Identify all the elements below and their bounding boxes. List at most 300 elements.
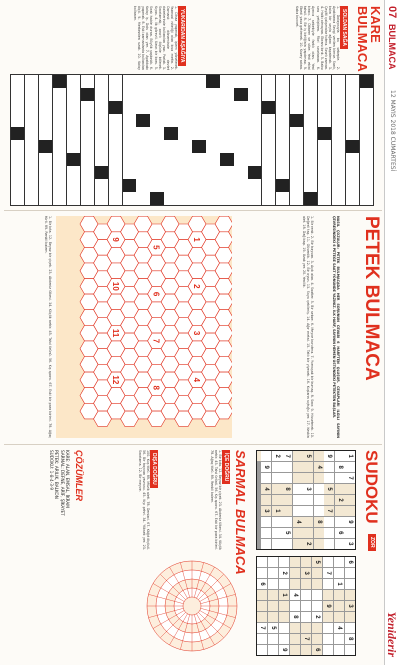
crossword-cell[interactable] [123, 166, 136, 179]
sudoku-cell[interactable] [345, 612, 355, 622]
crossword-cell[interactable] [123, 75, 136, 88]
crossword-cell[interactable] [192, 192, 205, 205]
crossword-cell[interactable] [276, 114, 289, 127]
sudoku-cell[interactable] [335, 506, 345, 516]
kare-crossword-grid[interactable] [10, 74, 374, 206]
sudoku-cell[interactable] [293, 473, 303, 483]
crossword-cell[interactable] [136, 153, 149, 166]
crossword-cell[interactable] [11, 153, 24, 166]
crossword-cell[interactable] [192, 127, 205, 140]
sudoku-cell[interactable]: 5 [303, 451, 313, 461]
sudoku-cell[interactable]: 6 [345, 557, 355, 567]
sudoku-cell[interactable]: 3 [303, 484, 313, 494]
crossword-cell[interactable] [332, 88, 345, 101]
sudoku-cell[interactable] [323, 612, 333, 622]
sudoku-cell[interactable]: 9 [345, 517, 355, 527]
crossword-cell[interactable] [248, 140, 261, 153]
crossword-cell[interactable] [192, 114, 205, 127]
crossword-cell[interactable] [136, 114, 149, 127]
crossword-cell[interactable] [53, 179, 66, 192]
crossword-cell[interactable] [178, 140, 191, 153]
crossword-cell[interactable] [67, 75, 80, 88]
sudoku-cell[interactable] [290, 634, 300, 644]
crossword-cell[interactable] [178, 75, 191, 88]
crossword-cell[interactable] [39, 75, 52, 88]
crossword-cell[interactable] [346, 140, 359, 153]
crossword-cell[interactable] [11, 101, 24, 114]
crossword-cell[interactable] [123, 88, 136, 101]
sarmal-spiral-wheel[interactable] [142, 556, 242, 656]
crossword-cell[interactable] [318, 140, 331, 153]
sudoku-cell[interactable] [324, 473, 334, 483]
crossword-cell[interactable] [206, 166, 219, 179]
sudoku-cell[interactable]: 5 [324, 484, 334, 494]
crossword-cell[interactable] [276, 127, 289, 140]
crossword-cell[interactable] [39, 114, 52, 127]
crossword-cell[interactable] [346, 192, 359, 205]
sudoku-cell[interactable]: 2 [312, 612, 322, 622]
sudoku-cell[interactable] [334, 557, 344, 567]
crossword-cell[interactable] [39, 127, 52, 140]
crossword-cell[interactable] [290, 179, 303, 192]
sudoku-cell[interactable] [282, 517, 292, 527]
crossword-cell[interactable] [109, 101, 122, 114]
sudoku-cell[interactable]: 9 [261, 462, 271, 472]
crossword-cell[interactable] [192, 75, 205, 88]
sudoku-grid-2[interactable] [256, 556, 356, 656]
crossword-cell[interactable] [81, 88, 94, 101]
sudoku-cell[interactable] [282, 539, 292, 549]
sudoku-cell[interactable] [312, 634, 322, 644]
sudoku-cell[interactable] [335, 473, 345, 483]
sudoku-cell[interactable] [324, 495, 334, 505]
sudoku-cell[interactable] [312, 579, 322, 589]
sudoku-cell[interactable] [345, 590, 355, 600]
sudoku-cell[interactable] [272, 462, 282, 472]
sudoku-cell[interactable]: 4 [314, 462, 324, 472]
sudoku-cell[interactable] [334, 590, 344, 600]
crossword-cell[interactable] [81, 166, 94, 179]
crossword-cell[interactable] [123, 153, 136, 166]
crossword-cell[interactable] [276, 101, 289, 114]
sudoku-cell[interactable] [301, 590, 311, 600]
sudoku-cell[interactable] [268, 579, 278, 589]
crossword-cell[interactable] [39, 140, 52, 153]
crossword-cell[interactable] [234, 166, 247, 179]
crossword-cell[interactable] [25, 75, 38, 88]
crossword-cell[interactable] [220, 153, 233, 166]
crossword-cell[interactable] [95, 127, 108, 140]
sudoku-cell[interactable] [334, 634, 344, 644]
sudoku-cell[interactable] [301, 612, 311, 622]
sudoku-cell[interactable] [268, 634, 278, 644]
sudoku-cell[interactable] [345, 484, 355, 494]
crossword-cell[interactable] [318, 75, 331, 88]
crossword-cell[interactable] [332, 153, 345, 166]
crossword-cell[interactable] [276, 166, 289, 179]
sudoku-cell[interactable] [272, 539, 282, 549]
sudoku-cell[interactable]: 9 [279, 645, 289, 655]
crossword-cell[interactable] [290, 114, 303, 127]
crossword-cell[interactable] [220, 127, 233, 140]
sudoku-cell[interactable] [334, 568, 344, 578]
crossword-cell[interactable] [164, 127, 177, 140]
sudoku-cell[interactable]: 3 [261, 506, 271, 516]
crossword-cell[interactable] [206, 101, 219, 114]
crossword-cell[interactable] [109, 192, 122, 205]
sudoku-cell[interactable] [268, 612, 278, 622]
sudoku-cell[interactable] [293, 506, 303, 516]
sudoku-cell[interactable]: 5 [282, 528, 292, 538]
crossword-cell[interactable] [81, 75, 94, 88]
crossword-cell[interactable] [304, 88, 317, 101]
crossword-cell[interactable] [234, 179, 247, 192]
crossword-cell[interactable] [346, 179, 359, 192]
crossword-cell[interactable] [109, 75, 122, 88]
crossword-cell[interactable] [164, 140, 177, 153]
crossword-cell[interactable] [206, 153, 219, 166]
crossword-cell[interactable] [95, 114, 108, 127]
crossword-cell[interactable] [262, 153, 275, 166]
crossword-cell[interactable] [150, 75, 163, 88]
sudoku-cell[interactable] [279, 557, 289, 567]
crossword-cell[interactable] [164, 88, 177, 101]
sudoku-cell[interactable] [303, 528, 313, 538]
crossword-cell[interactable] [178, 114, 191, 127]
crossword-cell[interactable] [248, 166, 261, 179]
sudoku-cell[interactable] [345, 528, 355, 538]
crossword-cell[interactable] [276, 153, 289, 166]
crossword-cell[interactable] [234, 114, 247, 127]
crossword-cell[interactable] [304, 153, 317, 166]
sudoku-cell[interactable] [290, 568, 300, 578]
crossword-cell[interactable] [276, 179, 289, 192]
crossword-cell[interactable] [53, 127, 66, 140]
sudoku-cell[interactable] [345, 568, 355, 578]
crossword-cell[interactable] [67, 166, 80, 179]
crossword-cell[interactable] [304, 101, 317, 114]
crossword-cell[interactable] [81, 127, 94, 140]
sudoku-cell[interactable] [314, 473, 324, 483]
sudoku-cell[interactable]: 1 [334, 579, 344, 589]
sudoku-cell[interactable] [345, 495, 355, 505]
sudoku-cell[interactable] [324, 528, 334, 538]
crossword-cell[interactable] [81, 140, 94, 153]
crossword-cell[interactable] [262, 88, 275, 101]
crossword-cell[interactable] [346, 75, 359, 88]
crossword-cell[interactable] [220, 101, 233, 114]
crossword-cell[interactable] [95, 75, 108, 88]
sudoku-cell[interactable] [293, 484, 303, 494]
crossword-cell[interactable] [67, 127, 80, 140]
crossword-cell[interactable] [290, 192, 303, 205]
crossword-cell[interactable] [67, 114, 80, 127]
sudoku-cell[interactable] [314, 451, 324, 461]
crossword-cell[interactable] [318, 101, 331, 114]
crossword-cell[interactable] [25, 166, 38, 179]
crossword-cell[interactable] [136, 75, 149, 88]
crossword-cell[interactable] [290, 127, 303, 140]
crossword-cell[interactable] [11, 88, 24, 101]
sudoku-cell[interactable] [290, 601, 300, 611]
sudoku-cell[interactable]: 2 [279, 568, 289, 578]
sudoku-cell[interactable]: 7 [323, 568, 333, 578]
crossword-cell[interactable] [290, 88, 303, 101]
crossword-cell[interactable] [360, 179, 373, 192]
crossword-cell[interactable] [81, 114, 94, 127]
sudoku-grid-1[interactable] [256, 450, 356, 550]
crossword-cell[interactable] [304, 75, 317, 88]
sudoku-cell[interactable]: 2 [303, 539, 313, 549]
crossword-cell[interactable] [192, 153, 205, 166]
crossword-cell[interactable] [248, 75, 261, 88]
crossword-cell[interactable] [67, 140, 80, 153]
crossword-cell[interactable] [332, 140, 345, 153]
sudoku-cell[interactable] [290, 645, 300, 655]
sudoku-cell[interactable] [279, 612, 289, 622]
crossword-cell[interactable] [290, 101, 303, 114]
sudoku-cell[interactable] [314, 484, 324, 494]
crossword-cell[interactable] [67, 153, 80, 166]
crossword-cell[interactable] [234, 153, 247, 166]
crossword-cell[interactable] [234, 88, 247, 101]
crossword-cell[interactable] [332, 114, 345, 127]
sudoku-cell[interactable] [314, 495, 324, 505]
sudoku-cell[interactable]: 9 [324, 451, 334, 461]
sudoku-cell[interactable] [314, 528, 324, 538]
sudoku-cell[interactable] [345, 623, 355, 633]
crossword-cell[interactable] [276, 75, 289, 88]
crossword-cell[interactable] [67, 179, 80, 192]
sudoku-cell[interactable]: 4 [334, 623, 344, 633]
sudoku-cell[interactable] [279, 579, 289, 589]
crossword-cell[interactable] [304, 127, 317, 140]
sudoku-cell[interactable] [272, 484, 282, 494]
crossword-cell[interactable] [123, 140, 136, 153]
crossword-cell[interactable] [109, 153, 122, 166]
crossword-cell[interactable] [262, 140, 275, 153]
crossword-cell[interactable] [178, 166, 191, 179]
crossword-cell[interactable] [332, 166, 345, 179]
sudoku-cell[interactable] [261, 495, 271, 505]
crossword-cell[interactable] [192, 101, 205, 114]
crossword-cell[interactable] [332, 127, 345, 140]
crossword-cell[interactable] [178, 127, 191, 140]
crossword-cell[interactable] [276, 88, 289, 101]
sudoku-cell[interactable] [293, 528, 303, 538]
crossword-cell[interactable] [332, 75, 345, 88]
crossword-cell[interactable] [109, 88, 122, 101]
crossword-cell[interactable] [220, 75, 233, 88]
sudoku-cell[interactable] [268, 557, 278, 567]
sudoku-cell[interactable] [272, 517, 282, 527]
crossword-cell[interactable] [25, 101, 38, 114]
crossword-cell[interactable] [136, 140, 149, 153]
crossword-cell[interactable] [206, 192, 219, 205]
sudoku-cell[interactable] [282, 506, 292, 516]
crossword-cell[interactable] [346, 88, 359, 101]
crossword-cell[interactable] [304, 140, 317, 153]
sudoku-cell[interactable] [290, 557, 300, 567]
sudoku-cell[interactable] [301, 557, 311, 567]
crossword-cell[interactable] [248, 114, 261, 127]
crossword-cell[interactable] [53, 88, 66, 101]
crossword-cell[interactable] [262, 114, 275, 127]
crossword-cell[interactable] [178, 153, 191, 166]
crossword-cell[interactable] [178, 192, 191, 205]
crossword-cell[interactable] [150, 179, 163, 192]
crossword-cell[interactable] [248, 101, 261, 114]
sudoku-cell[interactable]: 5 [312, 557, 322, 567]
sudoku-cell[interactable] [257, 451, 261, 461]
crossword-cell[interactable] [11, 114, 24, 127]
sudoku-cell[interactable] [293, 495, 303, 505]
crossword-cell[interactable] [276, 140, 289, 153]
sudoku-cell[interactable] [312, 623, 322, 633]
sudoku-cell[interactable] [345, 462, 355, 472]
crossword-cell[interactable] [234, 140, 247, 153]
sudoku-cell[interactable] [314, 539, 324, 549]
sudoku-cell[interactable] [323, 634, 333, 644]
crossword-cell[interactable] [276, 192, 289, 205]
sudoku-cell[interactable] [324, 539, 334, 549]
crossword-cell[interactable] [206, 88, 219, 101]
crossword-cell[interactable] [53, 140, 66, 153]
sudoku-cell[interactable] [268, 645, 278, 655]
sudoku-cell[interactable] [282, 462, 292, 472]
crossword-cell[interactable] [136, 127, 149, 140]
crossword-cell[interactable] [332, 101, 345, 114]
crossword-cell[interactable] [109, 127, 122, 140]
crossword-cell[interactable] [150, 88, 163, 101]
sudoku-cell[interactable]: 8 [335, 462, 345, 472]
sudoku-cell[interactable]: 7 [257, 623, 267, 633]
sudoku-cell[interactable] [261, 528, 271, 538]
crossword-cell[interactable] [164, 114, 177, 127]
crossword-cell[interactable] [360, 75, 373, 88]
sudoku-cell[interactable] [301, 601, 311, 611]
sudoku-cell[interactable]: 4 [293, 517, 303, 527]
crossword-cell[interactable] [25, 127, 38, 140]
sudoku-cell[interactable] [301, 579, 311, 589]
sudoku-cell[interactable]: 3 [345, 601, 355, 611]
sudoku-cell[interactable]: 7 [324, 506, 334, 516]
crossword-cell[interactable] [150, 114, 163, 127]
crossword-cell[interactable] [262, 75, 275, 88]
crossword-cell[interactable] [123, 114, 136, 127]
sudoku-cell[interactable]: 8 [345, 634, 355, 644]
crossword-cell[interactable] [11, 166, 24, 179]
crossword-cell[interactable] [346, 101, 359, 114]
crossword-cell[interactable] [136, 192, 149, 205]
crossword-cell[interactable] [346, 166, 359, 179]
sudoku-cell[interactable] [261, 473, 271, 483]
crossword-cell[interactable] [304, 166, 317, 179]
sudoku-cell[interactable] [279, 634, 289, 644]
sudoku-cell[interactable] [257, 601, 267, 611]
sudoku-cell[interactable] [312, 590, 322, 600]
sudoku-cell[interactable] [323, 557, 333, 567]
crossword-cell[interactable] [164, 166, 177, 179]
petek-hex-grid[interactable] [56, 216, 232, 438]
sudoku-cell[interactable] [324, 462, 334, 472]
sudoku-cell[interactable]: 2 [272, 451, 282, 461]
crossword-cell[interactable] [290, 166, 303, 179]
sudoku-cell[interactable]: 8 [290, 612, 300, 622]
crossword-cell[interactable] [39, 153, 52, 166]
sudoku-cell[interactable] [303, 473, 313, 483]
crossword-cell[interactable] [360, 153, 373, 166]
sudoku-cell[interactable]: 6 [257, 579, 267, 589]
crossword-cell[interactable] [318, 88, 331, 101]
sudoku-cell[interactable]: 1 [272, 506, 282, 516]
crossword-cell[interactable] [150, 140, 163, 153]
crossword-cell[interactable] [150, 153, 163, 166]
crossword-cell[interactable] [109, 114, 122, 127]
crossword-cell[interactable] [178, 101, 191, 114]
sudoku-cell[interactable] [268, 590, 278, 600]
sudoku-cell[interactable] [323, 623, 333, 633]
crossword-cell[interactable] [123, 101, 136, 114]
sudoku-cell[interactable] [335, 451, 345, 461]
crossword-cell[interactable] [318, 192, 331, 205]
crossword-cell[interactable] [248, 88, 261, 101]
sudoku-cell[interactable] [257, 557, 267, 567]
crossword-cell[interactable] [220, 179, 233, 192]
crossword-cell[interactable] [318, 153, 331, 166]
sudoku-cell[interactable] [293, 451, 303, 461]
crossword-cell[interactable] [150, 127, 163, 140]
sudoku-cell[interactable] [345, 645, 355, 655]
crossword-cell[interactable] [39, 88, 52, 101]
sudoku-cell[interactable] [279, 623, 289, 633]
sudoku-cell[interactable] [334, 601, 344, 611]
sudoku-cell[interactable]: 1 [279, 590, 289, 600]
sudoku-cell[interactable] [268, 601, 278, 611]
sudoku-cell[interactable]: 7 [345, 473, 355, 483]
crossword-cell[interactable] [248, 192, 261, 205]
crossword-cell[interactable] [11, 140, 24, 153]
crossword-cell[interactable] [95, 192, 108, 205]
sudoku-cell[interactable]: 7 [301, 634, 311, 644]
crossword-cell[interactable] [304, 179, 317, 192]
crossword-cell[interactable] [164, 179, 177, 192]
crossword-cell[interactable] [136, 179, 149, 192]
crossword-cell[interactable] [53, 153, 66, 166]
crossword-cell[interactable] [206, 127, 219, 140]
sudoku-cell[interactable]: 4 [261, 484, 271, 494]
crossword-cell[interactable] [290, 153, 303, 166]
crossword-cell[interactable] [262, 101, 275, 114]
sudoku-cell[interactable] [272, 473, 282, 483]
crossword-cell[interactable] [220, 114, 233, 127]
crossword-cell[interactable] [81, 101, 94, 114]
crossword-cell[interactable] [123, 127, 136, 140]
crossword-cell[interactable] [234, 101, 247, 114]
crossword-cell[interactable] [25, 179, 38, 192]
crossword-cell[interactable] [39, 179, 52, 192]
crossword-cell[interactable] [248, 127, 261, 140]
crossword-cell[interactable] [346, 114, 359, 127]
crossword-cell[interactable] [304, 114, 317, 127]
crossword-cell[interactable] [67, 101, 80, 114]
crossword-cell[interactable] [360, 166, 373, 179]
crossword-cell[interactable] [95, 166, 108, 179]
sudoku-cell[interactable] [334, 612, 344, 622]
crossword-cell[interactable] [25, 140, 38, 153]
sudoku-cell[interactable] [334, 645, 344, 655]
crossword-cell[interactable] [262, 192, 275, 205]
